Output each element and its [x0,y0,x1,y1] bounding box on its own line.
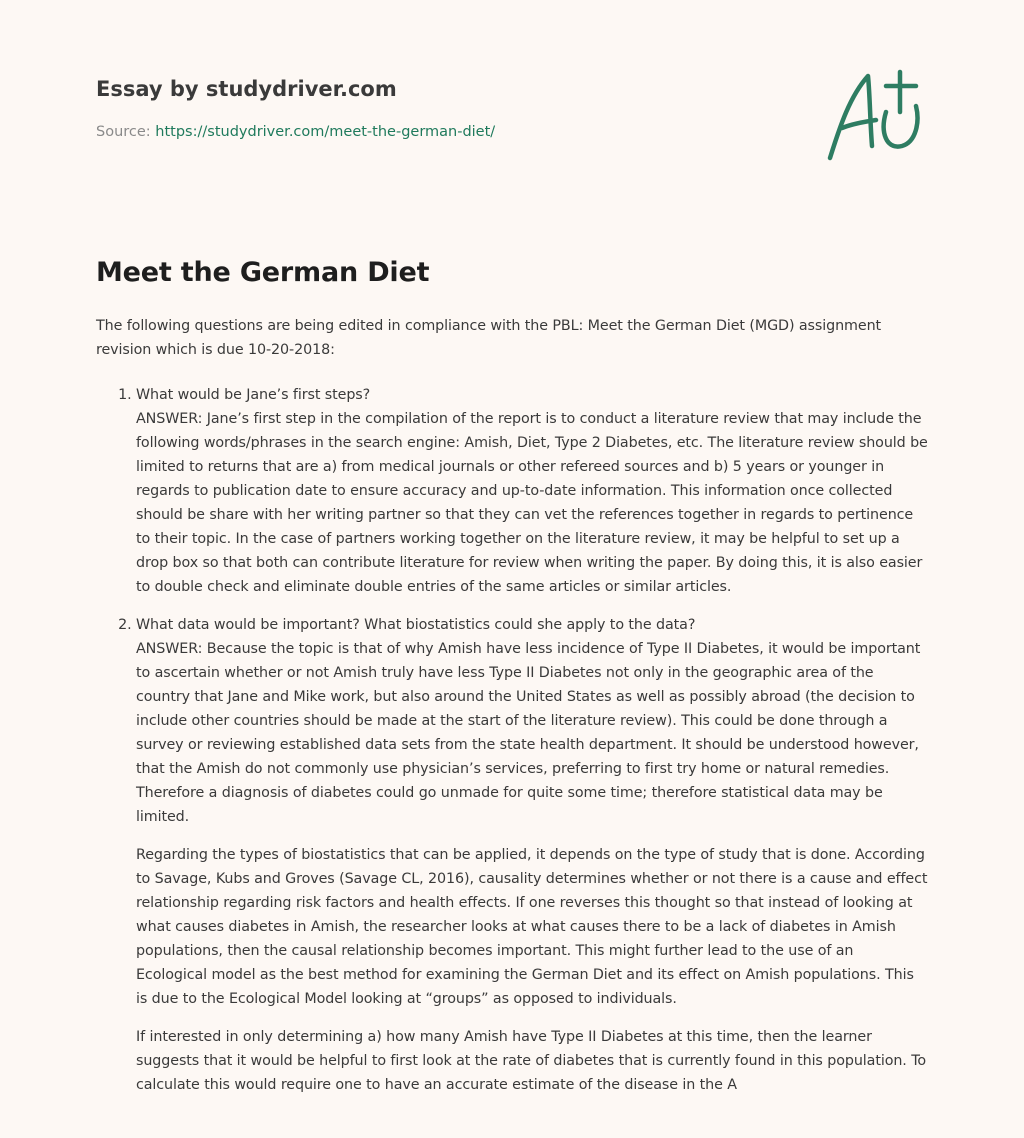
essay-body [96,314,928,1111]
a-plus-icon [820,66,930,166]
source-line [96,122,696,142]
answer-text: ANSWER: Jane’s first step in the compilation of the report is to conduct a literature review that may include the following words/phrases in the search engine: Amish, Diet, Type 2 Diabetes, etc. The literature review should be limited to returns that are a) from medical journals or other refereed sources and b) 5 years or younger in regards to publication date to ensure accuracy and up-to-date information. This information once collected should be share with her writing partner so that they can vet the references together in regards to pertinence to their topic. In the case of partners working together on the literature review, it may be helpful to set up a drop box so that both can contribute literature for review when writing the paper. By doing this, it is also easier to double check and eliminate double entries of the same articles or similar articles. [136,411,928,595]
question-text: 2. What data would be important? What biostatistics could she apply to the data? [136,617,696,633]
answer-text: ANSWER: Because the topic is that of why Amish have less incidence of Type II Diabetes, it would be important to ascertain whether or not Amish truly have less Type II Diabetes not only in the geographic area of the country that Jane and Mike work, but also around the United States as well as possibly abroad (the decision to include other countries should be made at the start of the literature review). This could be done through a survey or reviewing established data sets from the state health department. It should be understood however, that the Amish do not commonly use physician’s services, preferring to first try home or natural remedies. Therefore a diagnosis of diabetes could go unmade for quite some time; therefore statistical data may be limited. [136,641,921,825]
list-item [136,383,928,599]
source-link[interactable]: https://studydriver.com/meet-the-german-diet/ [155,124,496,140]
source-label: Source: [96,124,156,140]
intro-paragraph: The following questions are being edited in compliance with the PBL: Meet the German Diet (MGD) assignment revision which is due 10-20-2018: [96,318,882,358]
essay-title: Meet the German Diet [96,257,430,288]
essay-header [96,74,696,142]
question-text: 1. What would be Jane’s first steps? [136,387,371,403]
answer-paragraph: Regarding the types of biostatistics that can be applied, it depends on the type of study that is done. According to Savage, Kubs and Groves (Savage CL, 2016), causality determines whether or not there is a cause and effect relationship regarding risk factors and health effects. If one reverses this thought so that instead of looking at what causes diabetes in Amish, the researcher looks at what causes there to be a lack of diabetes in Amish populations, then the causal relationship becomes important. This might further lead to the use of an Ecological model as the best method for examining the German Diet and its effect on Amish populations. This is due to the Ecological Model looking at “groups” as opposed to individuals. [136,847,928,1007]
answer-paragraph: If interested in only determining a) how many Amish have Type II Diabetes at this time, then the learner suggests that it would be helpful to first look at the rate of diabetes that is currently found in this population. To calculate this would require one to have an accurate estimate of the disease in the A [136,1029,927,1093]
essay-by-label: Essay by studydriver.com [96,77,397,101]
question-list [96,383,928,1097]
list-item [136,613,928,1097]
